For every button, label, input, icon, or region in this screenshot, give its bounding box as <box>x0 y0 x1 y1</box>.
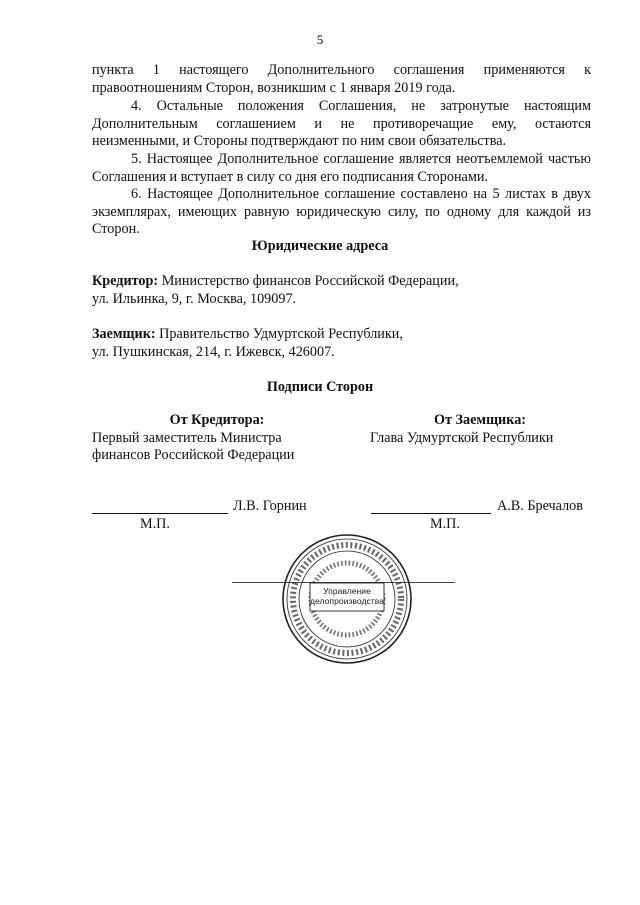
creditor-seal-mark: М.П. <box>140 516 170 532</box>
creditor-position-line2: финансов Российской Федерации <box>92 447 295 464</box>
creditor-address: ул. Ильинка, 9, г. Москва, 109097. <box>92 290 297 307</box>
borrower-name: Правительство Удмуртской Республики, <box>159 326 403 342</box>
paragraph-5: 5. Настоящее Дополнительное соглашение является неотъемлемой частью Соглашения и вступает в силу со дня его подписания Сторонами. <box>92 151 591 185</box>
borrower-label: Заемщик: <box>92 326 156 342</box>
paragraph-6: 6. Настоящее Дополнительное соглашение составлено на 5 листах в двух экземплярах, имеющих равную юридическую силу, по одному для каждой из Сторон. <box>92 186 591 238</box>
creditor-party-label: От Кредитора: <box>169 412 265 428</box>
addresses-heading: Юридические адреса <box>251 238 389 254</box>
creditor-address-block <box>92 273 612 308</box>
stamp-label-line1: Управление <box>323 586 371 596</box>
stamp-label-line2: делопроизводства <box>310 596 384 606</box>
borrower-signature-line <box>371 513 491 514</box>
creditor-position-line1: Первый заместитель Министра <box>92 429 282 446</box>
borrower-signature-block <box>370 412 590 447</box>
borrower-name-line <box>92 326 612 344</box>
office-stamp <box>280 532 414 666</box>
borrower-signer-name: А.В. Бречалов <box>497 498 583 514</box>
creditor-signature-line <box>92 513 228 514</box>
borrower-address: ул. Пушкинская, 214, г. Ижевск, 426007. <box>92 343 335 360</box>
creditor-name-line <box>92 273 612 291</box>
creditor-signer-name: Л.В. Горнин <box>233 498 307 514</box>
borrower-address-block <box>92 326 612 361</box>
borrower-party-label: От Заемщика: <box>433 412 527 428</box>
paragraph-continuation: пункта 1 настоящего Дополнительного соглашения применяются к правоотношениям Сторон, возникшим с 1 января 2019 года. <box>92 62 591 96</box>
creditor-name: Министерство финансов Российской Федерации, <box>161 273 459 289</box>
borrower-seal-mark: М.П. <box>430 516 460 532</box>
creditor-signature-block <box>92 412 342 465</box>
page-number: 5 <box>316 32 324 47</box>
paragraph-4: 4. Остальные положения Соглашения, не затронутые настоящим Дополнительным соглашением и не противоречащие ему, остаются неизменными, и Стороны подтверждают по ним свои обязательства. <box>92 98 591 150</box>
creditor-label: Кредитор: <box>92 273 159 289</box>
signatures-heading: Подписи Сторон <box>266 379 374 395</box>
stamp-label <box>280 586 414 606</box>
borrower-position-line1: Глава Удмуртской Республики <box>370 429 554 446</box>
